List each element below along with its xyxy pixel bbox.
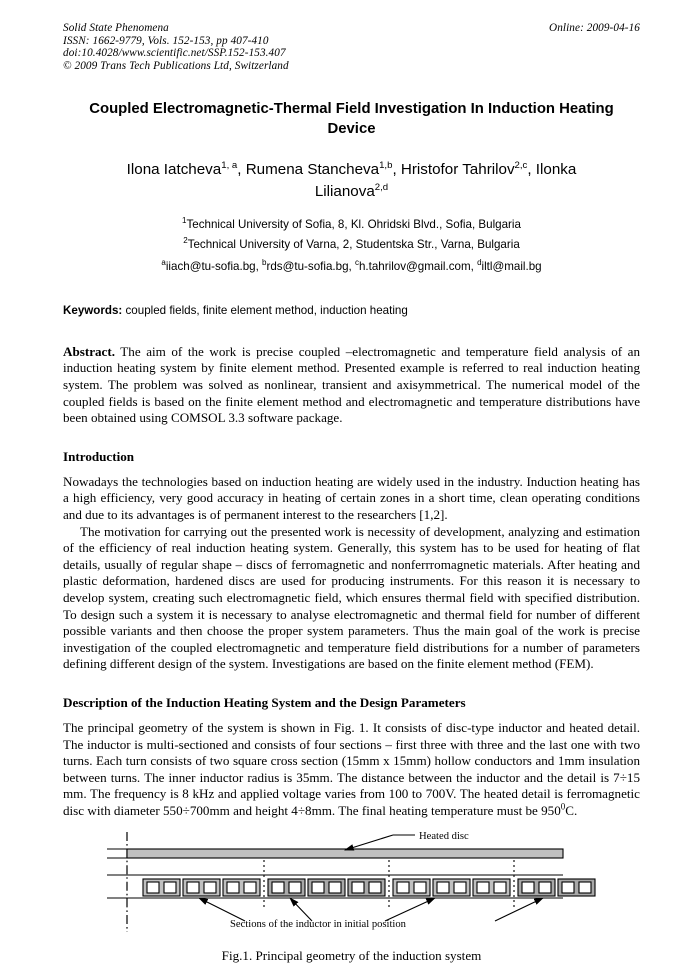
- email-b-marker: b: [262, 258, 267, 268]
- journal-header: [63, 22, 640, 72]
- inductor-turn: [473, 879, 510, 896]
- description-text-a: The principal geometry of the system is shown in Fig. 1. It consists of disc-type inductor and heated detail. The inductor is multi-sectioned and consists of four sections – first three with three and the last one with two turns. Each turn consists of two square cross section (15mm x 15mm) hollow conductors and 1mm insulation between turns. The inner inductor radius is 35mm. The distance between the inductor and the detail is 7÷15 mm. The frequency is 8 kHz and applied voltage varies from 100 to 700V. The heated detail is ferromagnetic disc with diameter 550÷700mm and height 4÷8mm. The final heating temperature must be 950: [63, 719, 640, 818]
- journal-name: Solid State Phenomena: [63, 22, 169, 34]
- author-1-sup: 1, a: [221, 160, 238, 172]
- affiliation-1: [63, 215, 640, 235]
- heated-disc-shape: [107, 849, 563, 858]
- inductor-turn: [143, 879, 180, 896]
- email-list: [63, 257, 640, 277]
- abstract-text: The aim of the work is precise coupled –electromagnetic and temperature field analysis of an induction heating system by finite element method. Presented example is referred to real induction heating system. The problem was solved as nonlinear, transient and axisymmetrical. The numerical model of the coupled fields is based on the finite element method and electromagnetic and temperature distributions have been obtained using COMSOL 3.3 software package.: [63, 343, 640, 426]
- inductor-section-2: [268, 879, 385, 896]
- author-3-sup: 2,c: [514, 160, 528, 172]
- figure-1: [63, 831, 640, 963]
- email-c[interactable]: h.tahrilov@gmail.com,: [358, 260, 478, 274]
- inductor-turn: [223, 879, 260, 896]
- author-2: , Rumena Stancheva: [237, 161, 380, 179]
- inductor-turn: [558, 879, 595, 896]
- affiliation-2-text: Technical University of Varna, 2, Studentska Str., Varna, Bulgaria: [187, 237, 520, 251]
- inductor-turn: [268, 879, 305, 896]
- author-list: [63, 159, 640, 203]
- affiliation-2-marker: 2: [183, 236, 188, 246]
- inductor-turn: [348, 879, 385, 896]
- inductor-turn: [308, 879, 345, 896]
- inductor-turn: [393, 879, 430, 896]
- degree-superscript: 0: [560, 801, 566, 812]
- email-d-marker: d: [477, 258, 482, 268]
- intro-paragraph-2: The motivation for carrying out the presented work is necessity of development, analyzing and estimation of the efficiency of real induction heating system. Generally, this system has to be used for heating of flat details, usually of regular shape – discs of ferromagnetic and nonferrromagnetic materials. After heating and plastic deformation, hardened discs are used for producing instruments. For this reason it is necessary to develop system, creating such electromagnetic field, which ensures thermal field with specified distribution. To design such a system it is necessary to analyse electromagnetic and thermal field for number of different possible variants and then choose the proper system parameters. Thus the main goal of the work is precise investigation of the coupled electromagnetic and temperature field distributions for a number of parameters defining different design of the system. Investigations are based on the finite element method (FEM).: [63, 523, 640, 672]
- issn-line: ISSN: 1662-9779, Vols. 152-153, pp 407-410: [63, 34, 269, 47]
- paper-title: Coupled Electromagnetic-Thermal Field Investigation In Induction Heating Device: [89, 101, 614, 137]
- email-a[interactable]: iiach@tu-sofia.bg,: [165, 260, 263, 274]
- heated-disc-label: Heated disc: [419, 831, 469, 842]
- online-date: Online: 2009-04-16: [549, 22, 640, 34]
- inductor-turn: [433, 879, 470, 896]
- author-2-sup: 1,b: [379, 160, 393, 172]
- section-heading-introduction: Introduction: [63, 448, 135, 464]
- section-heading-description: Description of the Induction Heating System and the Design Parameters: [63, 694, 466, 710]
- email-c-marker: c: [354, 258, 359, 268]
- email-d[interactable]: iltl@mail.bg: [481, 260, 542, 274]
- induction-system-diagram: [63, 832, 640, 944]
- affiliation-1-marker: 1: [182, 216, 187, 226]
- abstract-label: Abstract.: [63, 343, 115, 359]
- intro-paragraph-1: Nowadays the technologies based on induction heating are widely used in the industry. Induction heating has a high efficiency, very good accuracy in heating of certain zones in a short time, clean operating conditions and due to its advantages is of permanent interest to the researchers [1,2].: [63, 473, 640, 523]
- heated-disc-callout: [345, 835, 415, 850]
- inductor-turn: [183, 879, 220, 896]
- keywords-value: coupled fields, finite element method, induction heating: [122, 303, 408, 317]
- copyright-line: © 2009 Trans Tech Publications Ltd, Switzerland: [63, 59, 289, 72]
- abstract-block: [63, 344, 640, 427]
- section-callout-leaders: [199, 898, 543, 921]
- affiliation-2: [63, 235, 640, 255]
- author-4: , Ilonka Lilianova: [314, 161, 577, 201]
- inductor-section-3: [393, 879, 510, 896]
- author-3: , Hristofor Tahrilov: [392, 161, 515, 179]
- inductor-section-4: [518, 879, 595, 896]
- inductor-turn: [518, 879, 555, 896]
- description-paragraph-1: [63, 720, 640, 820]
- affiliation-1-text: Technical University of Sofia, 8, Kl. Ohridski Blvd., Sofia, Bulgaria: [186, 218, 521, 232]
- email-a-marker: a: [161, 258, 166, 268]
- figure-caption: Fig.1. Principal geometry of the induction system: [221, 947, 482, 963]
- inductor-section-1: [143, 879, 260, 896]
- description-text-b: C.: [565, 802, 578, 818]
- sections-label: Sections of the inductor in initial position: [230, 918, 406, 930]
- keywords-label: Keywords:: [63, 303, 123, 317]
- inductor-sections: [143, 879, 595, 896]
- author-4-sup: 2,d: [374, 182, 389, 194]
- email-b[interactable]: rds@tu-sofia.bg,: [266, 260, 355, 274]
- doi-line: doi:10.4028/www.scientific.net/SSP.152-153.407: [63, 47, 286, 60]
- author-1: Ilona Iatcheva: [126, 161, 222, 179]
- keywords-line: [63, 303, 640, 318]
